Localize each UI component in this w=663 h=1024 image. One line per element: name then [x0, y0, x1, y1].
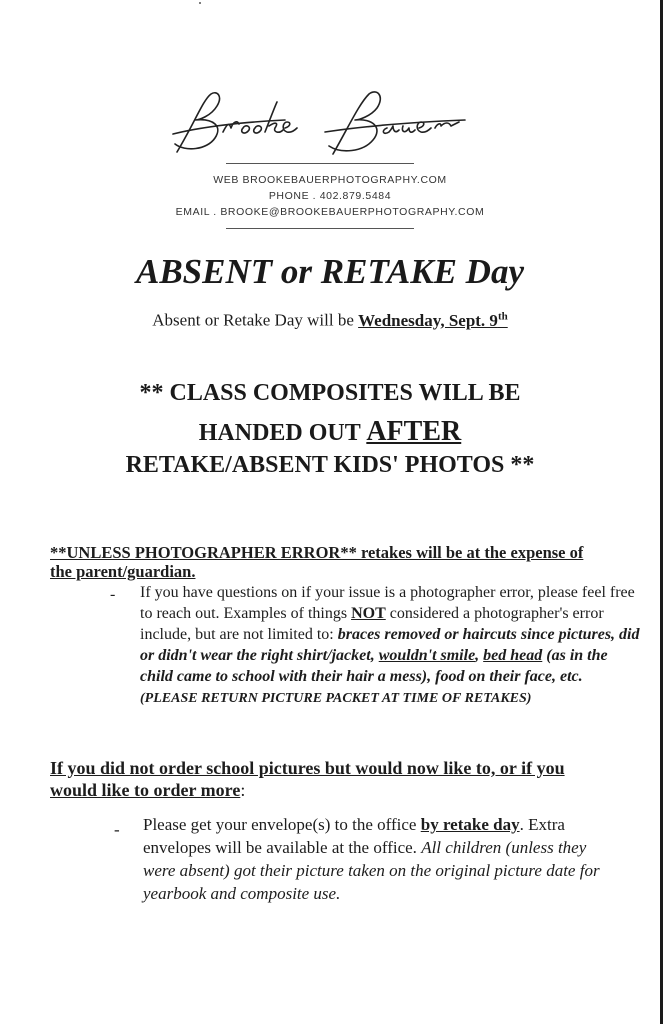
para1-text2: considered a photographer's error include, but are not limited to:: [140, 605, 604, 643]
composite-after: AFTER: [366, 416, 462, 447]
return-packet-note: (PLEASE RETURN PICTURE PACKET AT TIME OF RETAKES): [140, 691, 532, 706]
scan-speck: [199, 2, 201, 4]
para1-wouldnt-smile: wouldn't smile: [378, 647, 476, 664]
bullet-dash: -: [110, 586, 116, 603]
para1-examples-end: (as in the child came to school with their hair a mess), food on their face, etc.: [140, 647, 608, 685]
para2-by-retake-day: by retake day: [420, 815, 520, 834]
para2-italic-note: All children (unless they were absent) got their picture taken on the original picture date for yearbook and composite use.: [143, 838, 600, 903]
retake-date: [358, 311, 508, 330]
photographer-error-paragraph: [140, 582, 640, 709]
retake-expense-text: **UNLESS PHOTOGRAPHER ERROR** retakes will be at the expense of the parent/guardian.: [50, 543, 584, 581]
contact-phone: PHONE . 402.879.5484: [268, 190, 392, 202]
header-divider-bottom: [226, 228, 414, 229]
bullet-dash: -: [114, 820, 120, 839]
para2-text1: Please get your envelope(s) to the office: [143, 815, 421, 834]
date-prefix: Absent or Retake Day will be: [152, 310, 359, 330]
order-more-colon: :: [240, 780, 246, 800]
para1-examples: braces removed or haircuts since pictures, did or didn't wear the right shirt/jacket,: [140, 626, 640, 664]
envelope-paragraph: [143, 813, 613, 905]
para1-comma: ,: [475, 647, 484, 664]
retake-date-line: [60, 310, 600, 331]
retake-expense-heading: [50, 543, 590, 581]
order-more-heading: [50, 757, 610, 801]
retake-date-day: Wednesday, Sept. 9: [358, 310, 498, 330]
order-more-heading-text: If you did not order school pictures but would now like to, or if you would like to order more: [50, 758, 565, 800]
composite-notice-line1: ** CLASS COMPOSITES WILL BE: [139, 380, 521, 406]
contact-website: WEB BROOKEBAUERPHOTOGRAPHY.COM: [213, 174, 447, 186]
composite-handed-out: HANDED OUT: [198, 420, 367, 446]
para1-not: NOT: [351, 605, 386, 622]
signature-logo-graphic: [165, 82, 495, 160]
document-title: ABSENT or RETAKE Day: [135, 252, 524, 291]
para1-bed-head: bed head: [483, 647, 543, 664]
date-ordinal: th: [497, 310, 508, 322]
header-divider-top: [226, 163, 414, 164]
para2-text2: . Extra envelopes will be available at the office.: [143, 815, 565, 857]
para1-text1: If you have questions on if your issue is a photographer error, please feel free to reach out. Examples of things: [140, 584, 635, 622]
contact-email: EMAIL . BROOKE@BROOKEBAUERPHOTOGRAPHY.COM: [175, 206, 485, 218]
brooke-bauer-logo: [165, 82, 495, 160]
composite-notice-line3: RETAKE/ABSENT KIDS' PHOTOS **: [125, 452, 535, 478]
composite-notice-line2: [70, 416, 590, 448]
